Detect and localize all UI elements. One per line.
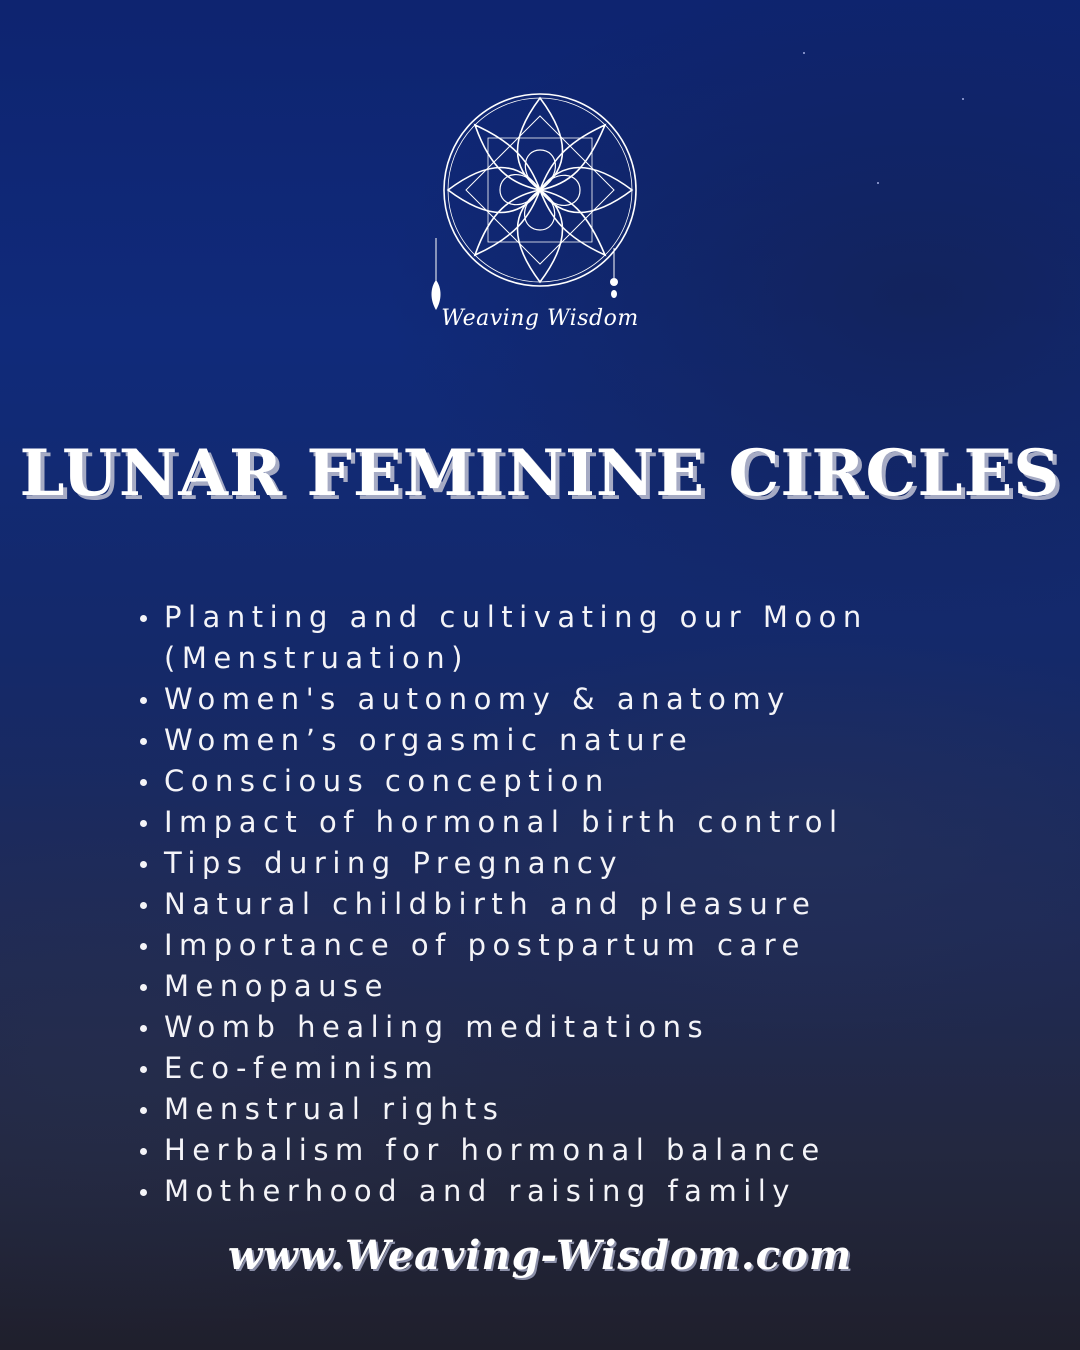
bullet-icon xyxy=(140,820,147,827)
bullet-icon xyxy=(140,738,147,745)
brand-name: Weaving Wisdom xyxy=(441,306,639,331)
bullet-icon xyxy=(140,902,147,909)
star xyxy=(803,52,805,54)
list-item-continuation xyxy=(136,638,1036,679)
list-item-text: Natural childbirth and pleasure xyxy=(164,887,817,921)
topic-list xyxy=(136,597,1036,1212)
list-item xyxy=(136,1089,1036,1130)
page-title: LUNAR FEMININE CIRCLES xyxy=(19,436,1061,511)
list-item xyxy=(136,1007,1036,1048)
list-item xyxy=(136,843,1036,884)
list-item xyxy=(136,761,1036,802)
list-item-text: Menopause xyxy=(164,969,389,1003)
list-item xyxy=(136,1048,1036,1089)
bullet-icon xyxy=(140,697,147,704)
list-item-text: Women's autonomy & anatomy xyxy=(164,682,791,716)
list-item xyxy=(136,925,1036,966)
bullet-icon xyxy=(140,1025,147,1032)
list-item-text: Womb healing meditations xyxy=(164,1010,710,1044)
bullet-icon xyxy=(140,1189,147,1196)
bullet-icon xyxy=(140,779,147,786)
list-item xyxy=(136,679,1036,720)
bullet-icon xyxy=(140,943,147,950)
list-item-text: Importance of postpartum care xyxy=(164,928,806,962)
list-item-text: Impact of hormonal birth control xyxy=(164,805,844,839)
list-item-text: Tips during Pregnancy xyxy=(164,846,624,880)
list-item-text: Planting and cultivating our Moon xyxy=(164,600,868,634)
list-item-text: Herbalism for hormonal balance xyxy=(164,1133,826,1167)
bullet-icon xyxy=(140,861,147,868)
list-item-text: Motherhood and raising family xyxy=(164,1174,796,1208)
list-item xyxy=(136,966,1036,1007)
list-item-text: Menstrual rights xyxy=(164,1092,505,1126)
bullet-icon xyxy=(140,1066,147,1073)
list-item xyxy=(136,1130,1036,1171)
list-item-text: Eco-feminism xyxy=(164,1051,440,1085)
list-item-text: Conscious conception xyxy=(164,764,610,798)
bullet-icon xyxy=(140,1148,147,1155)
list-item xyxy=(136,720,1036,761)
star xyxy=(877,182,879,184)
list-item xyxy=(136,597,1036,638)
website-url: www.Weaving-Wisdom.com xyxy=(227,1232,853,1279)
dreamcatcher-icon xyxy=(430,88,650,318)
dreamcatcher-logo xyxy=(430,88,650,318)
bullet-icon xyxy=(140,1107,147,1114)
list-item xyxy=(136,1171,1036,1212)
list-item xyxy=(136,802,1036,843)
star xyxy=(962,98,964,100)
list-item-text: Women’s orgasmic nature xyxy=(164,723,694,757)
list-item xyxy=(136,884,1036,925)
list-item-text: (Menstruation) xyxy=(164,641,469,675)
bullet-icon xyxy=(140,984,147,991)
bullet-icon xyxy=(140,615,147,622)
